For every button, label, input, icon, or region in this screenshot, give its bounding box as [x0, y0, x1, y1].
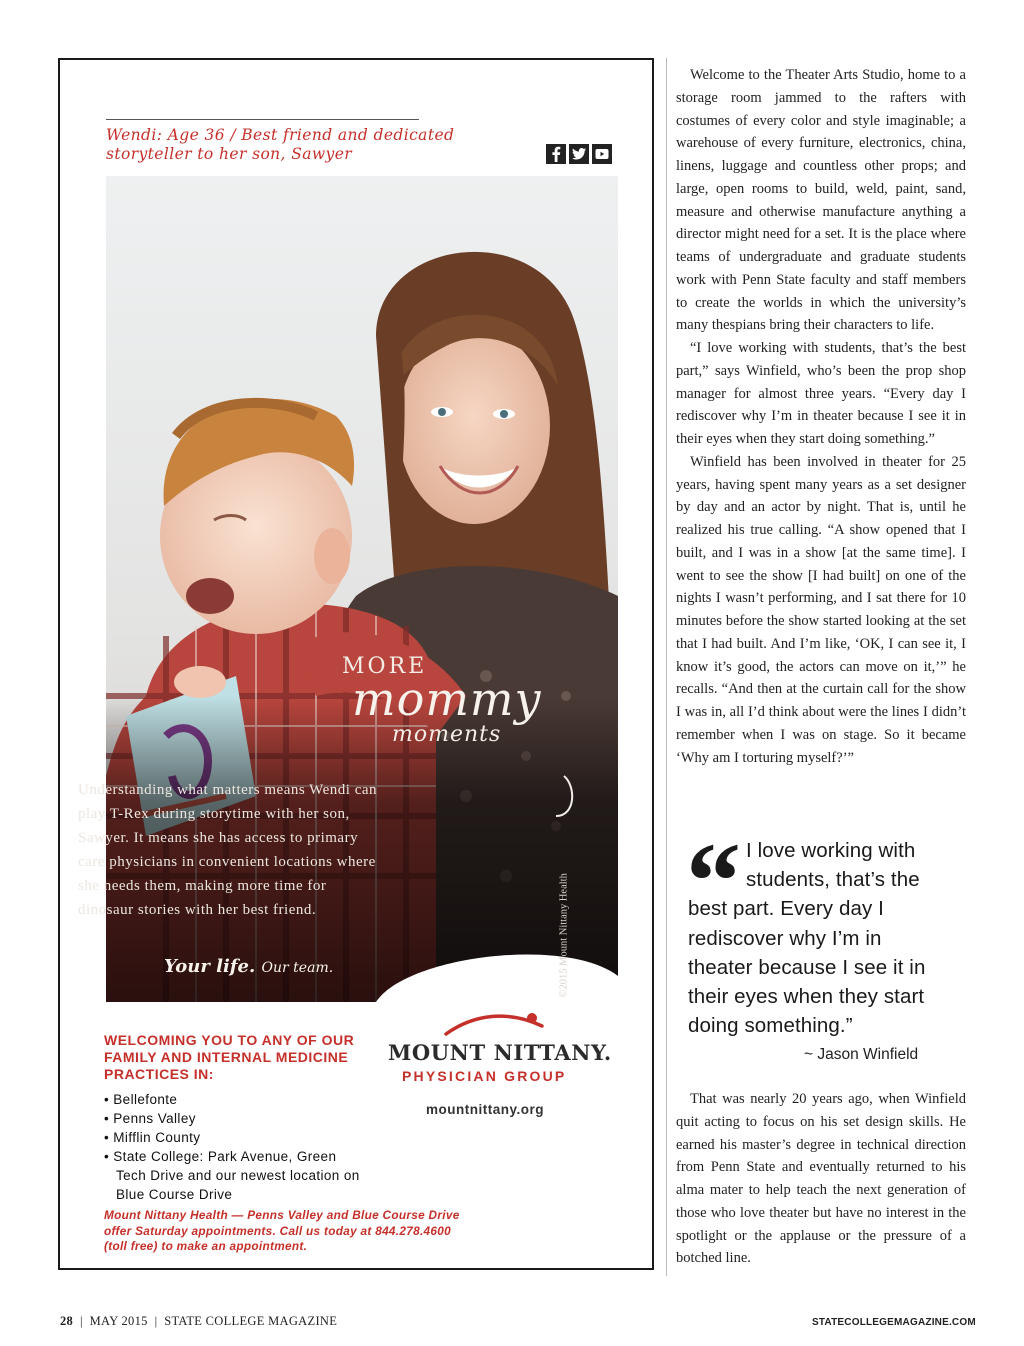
ad-website-link[interactable]: mountnittany.org	[426, 1102, 544, 1117]
ad-caption: Wendi: Age 36 / Best friend and dedicated storyteller to her son, Sawyer	[106, 126, 455, 163]
footer-website-link[interactable]: STATECOLLEGEMAGAZINE.COM	[812, 1317, 976, 1328]
list-item: • Bellefonte	[104, 1092, 178, 1107]
page-footer: 28 | MAY 2015 | STATE COLLEGE MAGAZINE	[60, 1314, 338, 1328]
photo-credit	[554, 854, 568, 1004]
pullquote-attribution: ~ Jason Winfield	[804, 1046, 919, 1063]
appointment-note	[104, 1208, 474, 1255]
pullquote-line: I love working with	[746, 839, 916, 862]
advertisement	[58, 58, 654, 1270]
mount-nittany-logo-icon	[444, 1008, 554, 1038]
pullquote-mark: “	[686, 820, 741, 942]
practice-list	[104, 1090, 366, 1204]
list-item: • State College: Park Avenue, Green Tech Drive and our newest location on Blue Course Drive	[104, 1149, 360, 1202]
pullquote-line: theater because I see it in	[688, 955, 926, 979]
article-bottom	[676, 1088, 966, 1270]
issue-date: MAY 2015	[89, 1314, 148, 1328]
pullquote	[688, 836, 968, 1040]
tagline-sub: Our team.	[261, 960, 334, 976]
pullquote-line: doing something.”	[688, 1014, 853, 1038]
photo-credit-text: ©2015 Mount Nittany Health	[558, 873, 570, 998]
twitter-icon[interactable]	[569, 144, 589, 164]
facebook-icon[interactable]	[546, 144, 566, 164]
welcome-heading: WELCOMING YOU TO ANY OF OUR FAMILY AND INTERNAL MEDICINE PRACTICES IN:	[104, 1032, 355, 1082]
youtube-icon[interactable]	[592, 144, 612, 164]
column-divider	[666, 58, 667, 1276]
caption-rule	[106, 119, 419, 120]
pullquote-line: their eyes when they start	[688, 985, 925, 1009]
list-item: • Penns Valley	[104, 1111, 196, 1126]
logo-group: PHYSICIAN GROUP	[402, 1068, 567, 1084]
paragraph: Winfield has been involved in theater for 25 years, having spent many years as a set designer by day and an actor by night. That is, until he realized his true calling. “A show opened that I built, and I was in a show [at the same time]. I went to see the show [I had built] on one of the nights I wasn’t performing, and I sat there for 10 minutes before the show started looking at the set that I had built. And I’m like, ‘OK, I can see it, I know it’s good, the actors can move on it,’” he recalls. “And then at the curtain call for the show I was in, all I’d think about were the lines I didn’t remember when I was on stage. So it became ‘Why am I torturing myself?’”	[676, 453, 966, 766]
note-end: (toll free) to make an appointment.	[104, 1239, 308, 1253]
pullquote-line: best part. Every day I	[688, 897, 884, 921]
paragraph: Welcome to the Theater Arts Studio, home to a storage room jammed to the rafters with costumes of every color and style imaginable; a warehouse of every furniture, electronics, china, linens, luggage and countless other props; and large, open rooms to build, weld, paint, sand, measure and otherwise manufacture anything a director might need for a set. It is the place where teams of undergraduate and graduate students work with Penn State faculty and staff members to create the worlds in which the university’s many thespians bring their characters to life.	[676, 67, 966, 334]
headline-more: MORE	[342, 654, 428, 679]
pullquote-line: rediscover why I’m in	[688, 926, 882, 950]
list-item: • Mifflin County	[104, 1130, 201, 1145]
headline-moments: moments	[392, 722, 502, 747]
logo-name: MOUNT NITTANY.	[388, 1040, 612, 1065]
paragraph: “I love working with students, that’s the best part,” says Winfield, who’s been the prop shop manager for almost three years. “Every day I rediscover why I’m in theater because I see it in their eyes when they start doing something.”	[676, 340, 966, 447]
paragraph: That was nearly 20 years ago, when Winfield quit acting to focus on his set design skills. He earned his master’s degree in technical direction from Penn State and eventually returned to his alma mater to help teach the next generation of those who love theater but have no interest in the spotlight or the applause or the pressure of a botched line.	[676, 1091, 966, 1267]
article-top	[676, 64, 966, 769]
phone-number[interactable]: 844.278.4600	[375, 1223, 451, 1238]
headline-mommy: mommy	[352, 672, 542, 726]
pullquote-line: students, that’s the	[746, 868, 920, 892]
page-number: 28	[60, 1314, 74, 1328]
ad-tagline	[164, 956, 333, 977]
ad-body-copy: Understanding what matters means Wendi can play T-Rex during storytime with her son, Sawyer. It means she has access to primary care physicians in convenient locations where she needs them, making more time for dinosaur stories with her best friend.	[78, 782, 378, 919]
publication-name: STATE COLLEGE MAGAZINE	[164, 1314, 338, 1328]
social-icons	[546, 144, 612, 164]
tagline-main: Your life.	[164, 956, 256, 977]
note-text: Mount Nittany Health — Penns Valley and Blue Course Drive offer Saturday appointments. Call us today at	[104, 1208, 460, 1238]
